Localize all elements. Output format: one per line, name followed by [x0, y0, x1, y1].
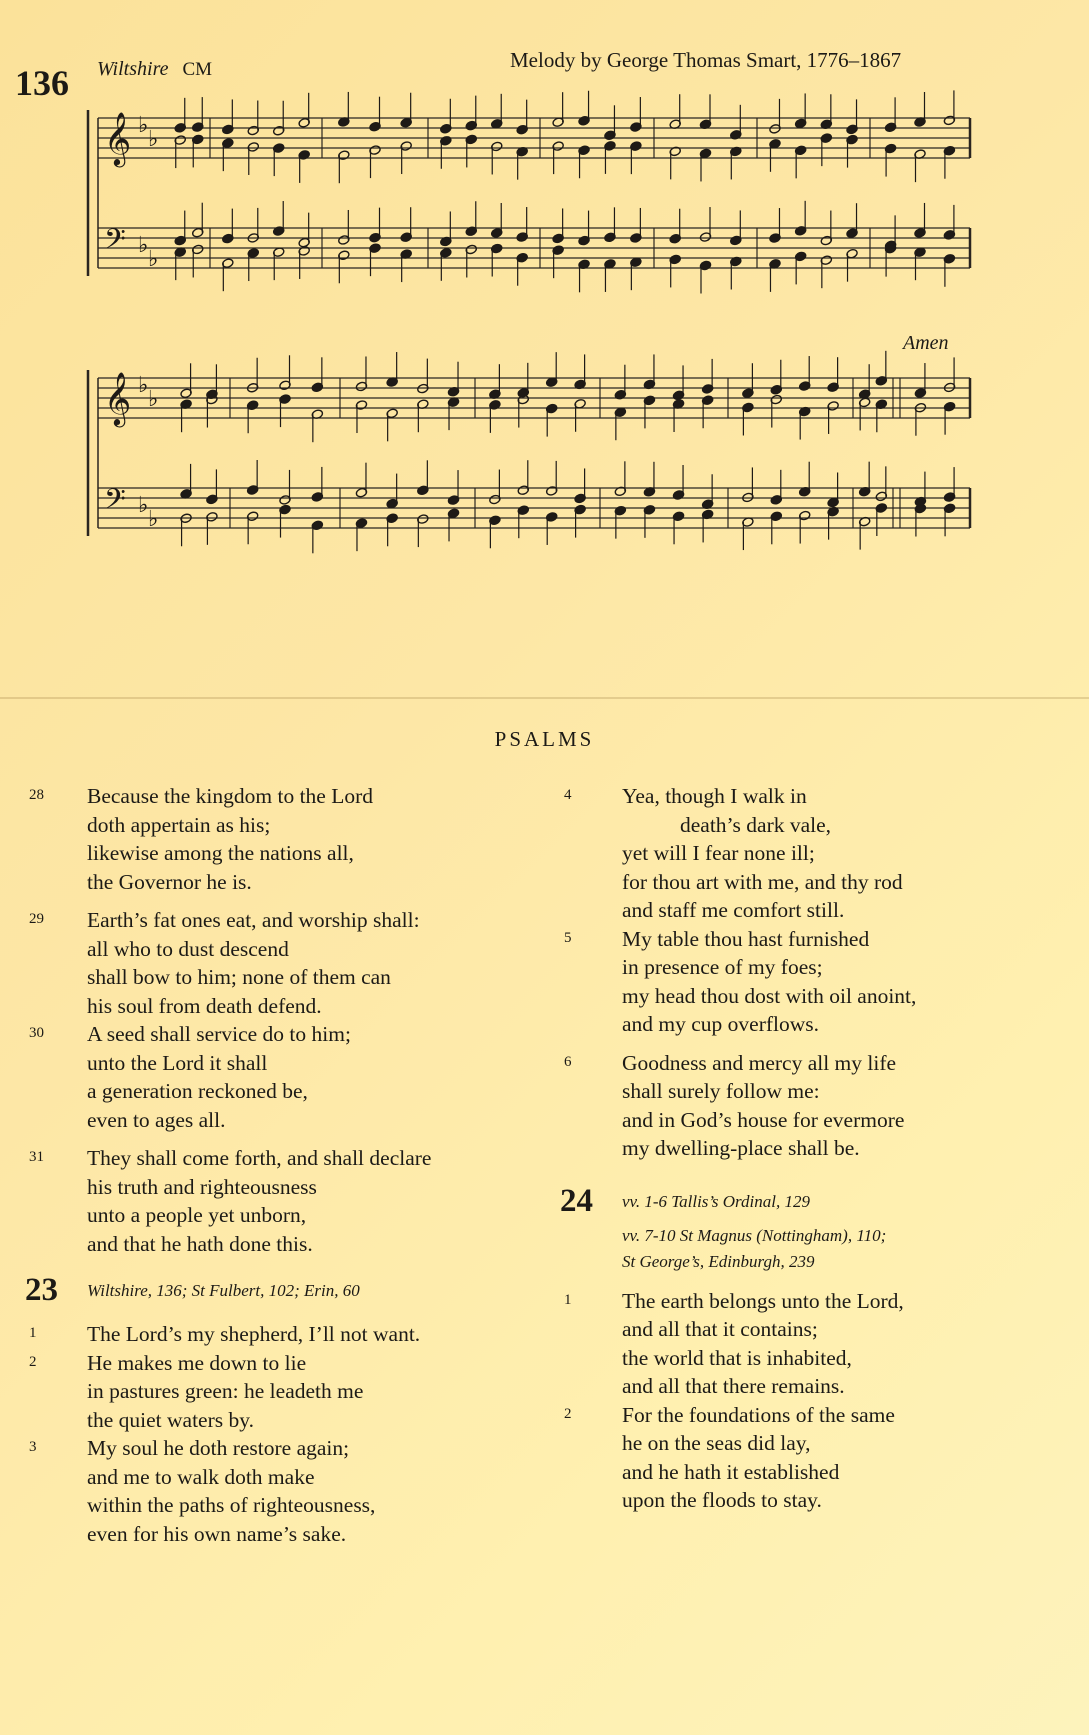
- verse-lines: [87, 906, 515, 1020]
- flat-sign: ♭: [138, 373, 149, 398]
- verse-lines: [87, 1020, 515, 1134]
- treble-clef: 𝄞: [104, 111, 132, 165]
- left-verses-b: [25, 1320, 515, 1548]
- verse-lines: [87, 1144, 515, 1258]
- verse-number: 6: [564, 1053, 572, 1070]
- verse-line: within the paths of righteousness,: [87, 1493, 376, 1517]
- verse: [25, 1320, 515, 1349]
- psalm-tunes: Wiltshire, 136; St Fulbert, 102; Erin, 60: [87, 1281, 360, 1300]
- verse-line: the world that is inhabited,: [622, 1345, 852, 1370]
- verse-line: and he hath it established: [622, 1459, 840, 1484]
- verse-lines: [622, 1287, 1000, 1401]
- verse-line: My table thou hast furnished: [622, 926, 870, 951]
- verse-gap: [25, 896, 515, 906]
- verse-number: 28: [29, 787, 44, 803]
- verse: [25, 906, 515, 1020]
- verse-lines: [622, 925, 1000, 1039]
- psalm-tunes: [622, 1183, 886, 1275]
- verse-number: 2: [29, 1353, 37, 1370]
- verse-number: 3: [29, 1439, 37, 1455]
- verse-line: They shall come forth, and shall declare: [87, 1146, 432, 1170]
- verse-lines: [87, 1434, 515, 1548]
- verse-line: a generation reckoned be,: [87, 1079, 308, 1103]
- bass-clef: 𝄢: [104, 483, 126, 523]
- verse-number: 1: [29, 1325, 37, 1341]
- section-title: PSALMS: [494, 727, 595, 751]
- verse-gap: [560, 1039, 1000, 1049]
- verse-lines: [87, 1320, 515, 1349]
- verse-line: likewise among the nations all,: [87, 841, 354, 865]
- verse-number: 4: [564, 787, 572, 803]
- left-verses-a: [25, 782, 515, 1258]
- tune-name-text: Wiltshire: [97, 58, 169, 80]
- verse-line: even to ages all.: [87, 1107, 226, 1132]
- verse-line: The Lord’s my shepherd, I’ll not want.: [87, 1322, 421, 1346]
- verse-number: 30: [29, 1025, 44, 1041]
- verse-lines: [622, 1049, 1000, 1163]
- verse: [25, 1020, 515, 1134]
- verse-line: Goodness and mercy all my life: [622, 1050, 897, 1075]
- tune-meter: CM: [182, 59, 213, 80]
- verse-line: death’s dark vale,: [680, 812, 832, 837]
- verse-line: for thou art with me, and thy rod: [622, 869, 903, 894]
- verse-line: doth appertain as his;: [87, 812, 271, 837]
- verse-gap: [25, 1134, 515, 1144]
- right-verses-b: [560, 1287, 1000, 1515]
- verse-line: and my cup overflows.: [622, 1012, 820, 1036]
- verse-line: the quiet waters by.: [87, 1407, 254, 1432]
- flat-sign: ♭: [138, 493, 149, 518]
- right-verses-a: [560, 782, 1000, 1163]
- psalm-number: 23: [25, 1272, 58, 1308]
- verse: [25, 1349, 515, 1435]
- verse-line: A seed shall service do to him;: [87, 1022, 351, 1046]
- verse-lines: [87, 1349, 515, 1435]
- verse-line: and that he hath done this.: [87, 1231, 313, 1256]
- verse-line: My soul he doth restore again;: [87, 1436, 350, 1460]
- verse-line: He makes me down to lie: [87, 1350, 307, 1375]
- psalm-number: 24: [560, 1182, 593, 1219]
- verse-line: and me to walk doth make: [87, 1464, 315, 1489]
- verse-number: 1: [564, 1291, 572, 1308]
- amen-label: Amen: [903, 332, 949, 354]
- verse-number: 2: [564, 1405, 572, 1422]
- verse-line: and staff me comfort still.: [622, 898, 845, 922]
- flat-sign: ♭: [148, 127, 159, 152]
- verse-line: even for his own name’s sake.: [87, 1521, 347, 1546]
- verse-line: Yea, though I walk in: [622, 784, 807, 808]
- flat-sign: ♭: [148, 387, 159, 412]
- verse-line: The earth belongs unto the Lord,: [622, 1288, 904, 1313]
- verse-line: shall surely follow me:: [622, 1079, 820, 1103]
- verse: [560, 1401, 1000, 1515]
- flat-sign: ♭: [138, 233, 149, 258]
- verse: [560, 782, 1000, 925]
- verse-lines: [87, 782, 515, 896]
- verse-line: upon the floods to stay.: [622, 1488, 822, 1512]
- verse: [25, 1144, 515, 1258]
- verse-line: and in God’s house for evermore: [622, 1107, 905, 1132]
- verse-line: his truth and righteousness: [87, 1174, 317, 1199]
- verse: [25, 1434, 515, 1548]
- verse-line: in pastures green: he leadeth me: [87, 1379, 364, 1403]
- flat-sign: ♭: [138, 113, 149, 138]
- verse-line: yet will I fear none ill;: [622, 841, 815, 865]
- verse: [25, 782, 515, 896]
- psalm-tunes-line: vv. 1-6 Tallis’s Ordinal, 129: [622, 1191, 810, 1211]
- music-score: [0, 0, 1089, 600]
- bass-clef: 𝄢: [104, 223, 126, 263]
- verse-line: his soul from death defend.: [87, 993, 322, 1018]
- page-fold: [0, 697, 1089, 699]
- verse-number: 5: [564, 929, 572, 946]
- verse-line: For the foundations of the same: [622, 1402, 895, 1427]
- verse-line: shall bow to him; none of them can: [87, 965, 391, 989]
- flat-sign: ♭: [148, 507, 159, 532]
- verse: [560, 925, 1000, 1039]
- left-column: [25, 782, 515, 1548]
- melody-credit: Melody by George Thomas Smart, 1776–1867: [510, 48, 902, 72]
- verse-number: 29: [29, 911, 44, 927]
- verse-line: unto a people yet unborn,: [87, 1203, 307, 1227]
- verse-line: Earth’s fat ones eat, and worship shall:: [87, 908, 420, 932]
- verse-number: 31: [29, 1149, 44, 1165]
- verse-lines: [622, 1401, 1000, 1515]
- verse-line: the Governor he is.: [87, 869, 252, 894]
- treble-clef: 𝄞: [104, 371, 132, 425]
- verse-line: he on the seas did lay,: [622, 1431, 811, 1455]
- psalm-tunes-line: vv. 7-10 St Magnus (Nottingham), 110;: [622, 1225, 887, 1245]
- verse-line: unto the Lord it shall: [87, 1050, 268, 1075]
- verse-line: and all that it contains;: [622, 1317, 818, 1341]
- verse-line: in presence of my foes;: [622, 955, 823, 979]
- verse-line: my head thou dost with oil anoint,: [622, 983, 917, 1008]
- verse: [560, 1287, 1000, 1401]
- right-column: [560, 782, 1000, 1515]
- verse-lines: [622, 782, 1000, 925]
- verse-line: all who to dust descend: [87, 936, 289, 961]
- verse-line: and all that there remains.: [622, 1374, 845, 1398]
- psalm-24-header: [560, 1183, 1000, 1275]
- verse: [560, 1049, 1000, 1163]
- psalm-tunes-line: St George’s, Edinburgh, 239: [622, 1251, 815, 1271]
- psalm-23-header: [25, 1272, 515, 1308]
- verse-line: my dwelling-place shall be.: [622, 1136, 860, 1160]
- hymn-number: 136: [15, 63, 69, 103]
- verse-line: Because the kingdom to the Lord: [87, 784, 373, 808]
- flat-sign: ♭: [148, 247, 159, 272]
